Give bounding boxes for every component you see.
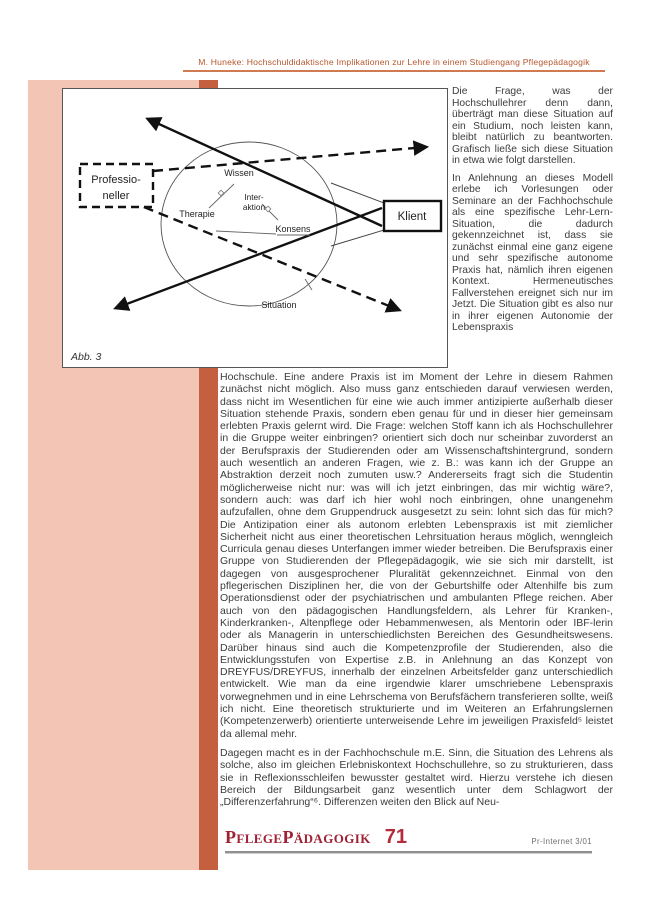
footer-rule [225, 851, 592, 854]
professioneller-label-line1: Professio- [91, 174, 141, 186]
page-number: 71 [384, 826, 407, 848]
dashed-arrow-upper-right [153, 147, 426, 171]
konsens-label: Konsens [275, 224, 311, 234]
wissen-label: Wissen [224, 168, 254, 178]
therapie-label: Therapie [179, 209, 215, 219]
connector-therapie-konsens [216, 231, 276, 234]
right-column-paragraph-1: Die Frage, was der Hochschullehrer denn dann, überträgt man diese Situation auf ein Studium, noch leisten kann, bleibt natürlich zu beantworten. Grafisch ließe sich diese Situation in etwa wie folgt darstellen. [452, 86, 613, 166]
figure-diagram [63, 89, 447, 367]
issue-label: Pr-Internet 3/01 [531, 837, 592, 846]
journal-title: PflegePädagogik [225, 827, 371, 847]
figure-caption: Abb. 3 [71, 351, 102, 363]
right-column-paragraph-2: In Anlehnung an dieses Modell erlebe ich Vorlesungen oder Seminare an der Fachhochschule als eine spezifische Lehr-Lern-Situation, die dadurch gekennzeichnet ist, dass sie zunächst einmal eine ganz eigene und sehr spezifische autonome Praxis hat, nämlich ihren eigenen Kontext. Hermeneutisches Fallverstehen ereignet sich nur im Jetzt. Die Situation gibt es also nur in ihrer eigenen Autonomie der Lebenspraxis [452, 172, 613, 333]
connector-wissen-therapie [209, 184, 234, 208]
main-text-block [220, 371, 613, 815]
figure-abb3 [62, 88, 448, 368]
funnel-line-top [331, 183, 384, 203]
right-text-column [452, 86, 613, 340]
situation-tick [305, 279, 312, 290]
funnel-line-bottom [331, 230, 384, 246]
klient-label: Klient [397, 211, 427, 223]
running-head: M. Huneke: Hochschuldidaktische Implikationen zur Lehre in einem Studiengang Pflegepädagogik [183, 57, 605, 72]
professioneller-label-line2: neller [102, 190, 130, 202]
small-diamond-mark-2 [265, 206, 271, 212]
situation-label: Situation [261, 300, 297, 310]
main-paragraph-1: Hochschule. Eine andere Praxis ist im Moment der Lehre in diesem Rahmen zunächst nicht möglich. Also muss ganz entschieden darauf verwiesen werden, dass nicht im Wesentlichen für eine wie auch immer antizipierte außerhalb dieser Situation stehende Praxis, sondern eben genau für und in dieser hier gemeinsam erlebten Praxis gelernt wird. Die Frage: welchen Stoff kann ich als Hochschullehrer in die Gruppe weiter einbringen? orientiert sich doch nur scheinbar zuvorderst an der Berufspraxis der Studierenden oder am Wissenschaftshintergrund, sondern auch wesentlich an anderen Fragen, wie z. B.: was kann ich der Gruppe an Abstraktion derzeit noch zumuten usw.? Andererseits fragt sich die Studentin möglicherweise nicht nur: was will ich jetzt einbringen, das mir wichtig wäre?, sondern auch: was darf ich hier wohl noch einbringen, ohne unangenehm aufzufallen, ohne dem Gruppendruck ausgesetzt zu sein: lohnt sich das für mich? Die Antizipation einer als autonom erlebten Lebenspraxis ist mit ziemlicher Sicherheit nicht aus einer theoretischen Lehrsituation heraus möglich, wenngleich Curricula genau dieses Unterfangen immer wieder betreiben. Die Berufspraxis einer Gruppe von Studierenden der Pflegepädagogik, wie sie sich mir darstellt, ist dagegen von ausgesprochener Pluralität gekennzeichnet. Einmal von den pflegerischen Disziplinen her, die von der Geburtshilfe oder Altenhilfe bis zum Operationsdienst oder der psychiatrischen und ambulanten Pflege reichen. Aber auch von den pädagogischen Handlungsfeldern, als Lehrer für Kranken-, Kinderkranken-, Altenpflege oder Hebammenwesen, als Mentorin oder IBF-lerin oder als Managerin in unterschiedlichsten Bereichen des Gesundheitswesens. Darüber hinaus sind auch die Kompetenzprofile der Studierenden, also die Entwicklungsstufen von Expertise z.B. in Anlehnung an das Konzept von DREYFUS/DREYFUS, innerhalb der einzelnen Arbeitsfelder ganz unterschiedlich entwickelt. Wie man da eine irgendwie klarer umschriebene Lebenspraxis vorwegnehmen und in eine Lehrschema von Berufsfächern transferieren sollte, weiß ich nicht. Eine theoretisch strukturierte und im Weiteren an Erfahrungslernen (Kompetenzerwerb) orientierte unterweisende Lehre im jeweiligen Praxisfeld⁵ leistet da allemal mehr. [220, 371, 613, 740]
interaktion-label-line1: Inter- [244, 192, 264, 202]
solid-arrow-lower-left [116, 208, 382, 308]
interaktion-label-line2: aktion [242, 202, 266, 212]
main-paragraph-2: Dagegen macht es in der Fachhochschule m.E. Sinn, die Situation des Lehrens als solche, also im gleichen Erlebniskontext Hochschullehre, so zu strukturieren, dass sie in Reflexionsschleifen bewusster gestaltet wird. Hierzu verstehe ich diesen Bereich der Bildungsarbeit ganz wesentlich unter dem Schlagwort der „Differenzerfahrung“⁶. Differenzen weiten den Blick auf Neu- [220, 746, 613, 809]
